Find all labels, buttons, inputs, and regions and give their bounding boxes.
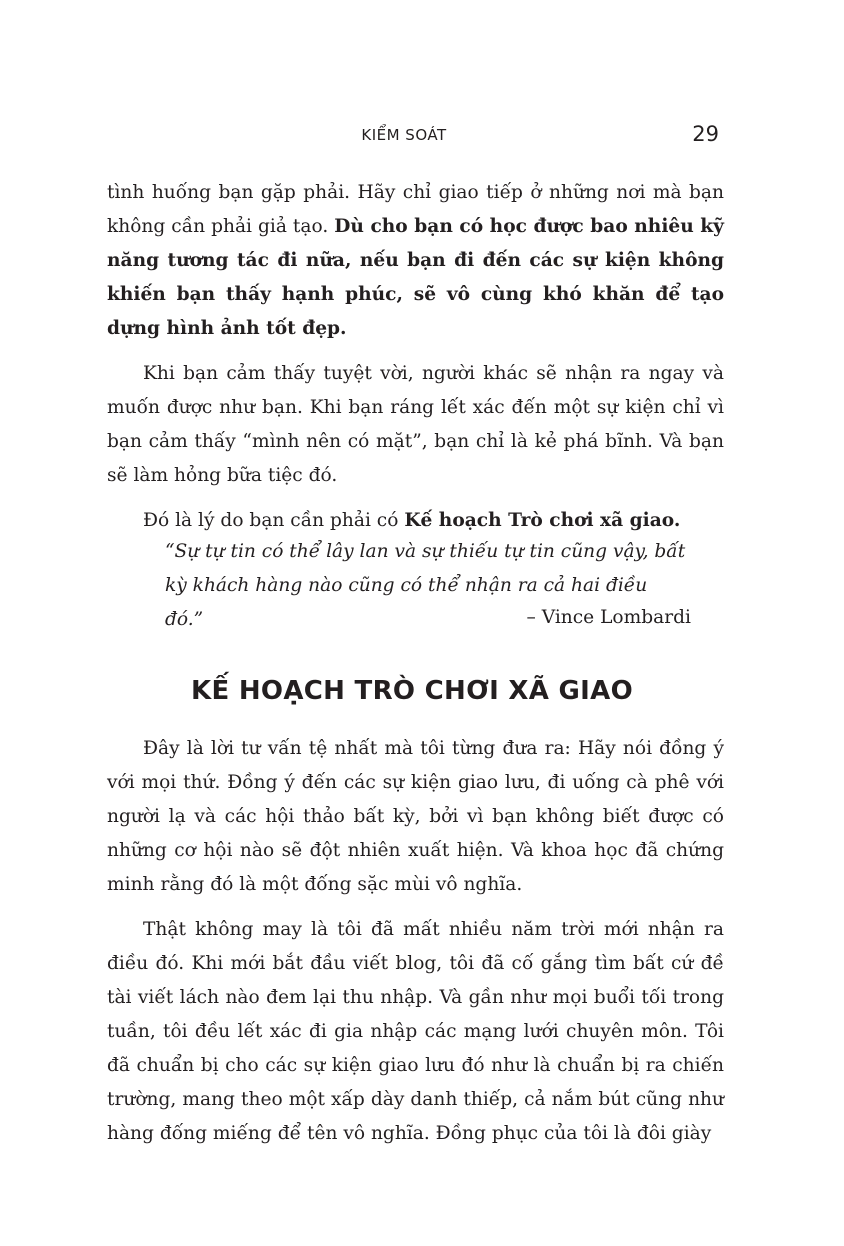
page-number: 29 [692, 122, 719, 146]
paragraph-3 [107, 504, 724, 538]
section-paragraph-2: Thật không may là tôi đã mất nhiều năm trời mới nhận ra điều đó. Khi mới bắt đầu viết blog, tôi đã cố gắng tìm bất cứ đề tài viết lách nào đem lại thu nhập. Và gần như mọi buổi tối trong tuần, tôi đều lết xác đi gia nhập các mạng lưới chuyên môn. Tôi đã chuẩn bị cho các sự kiện giao lưu đó như là chuẩn bị ra chiến trường, mang theo một xấp dày danh thiếp, cả nắm bút cũng như hàng đống miếng để tên vô nghĩa. Đồng phục của tôi là đôi giày [107, 919, 724, 1144]
quote-attribution: – Vince Lombardi [526, 607, 691, 628]
section-paragraph-1: Đây là lời tư vấn tệ nhất mà tôi từng đưa ra: Hãy nói đồng ý với mọi thứ. Đồng ý đến các sự kiện giao lưu, đi uống cà phê với người lạ và các hội thảo bất kỳ, bởi vì bạn không biết được có những cơ hội nào sẽ đột nhiên xuất hiện. Và khoa học đã chứng minh rằng đó là một đống sặc mùi vô nghĩa. [107, 738, 724, 895]
section-heading: KẾ HOẠCH TRÒ CHƠI XÃ GIAO [191, 676, 633, 706]
paragraph-3-text: Đó là lý do bạn cần phải có [143, 510, 405, 531]
paragraph-2: Khi bạn cảm thấy tuyệt vời, người khác sẽ nhận ra ngay và muốn được như bạn. Khi bạn ráng lết xác đến một sự kiện chỉ vì bạn cảm thấy “mình nên có mặt”, bạn chỉ là kẻ phá bĩnh. Và bạn sẽ làm hỏng bữa tiệc đó. [107, 363, 724, 486]
paragraph-3-bold: Kế hoạch Trò chơi xã giao. [404, 510, 681, 531]
paragraph-1-bold: Dù cho bạn có học được bao nhiêu kỹ năng tương tác đi nữa, nếu bạn đi đến các sự kiện không khiến bạn thấy hạnh phúc, sẽ vô cùng khó khăn để tạo dựng hình ảnh tốt đẹp. [107, 216, 724, 339]
paragraph-1 [107, 176, 724, 346]
running-head [0, 122, 844, 146]
running-title: KIỂM SOÁT [361, 126, 447, 144]
section-text [107, 732, 724, 1151]
paragraph-1-text: tình huống bạn gặp phải. Hãy chỉ giao tiếp ở những nơi mà bạn không cần phải giả tạo. [107, 182, 724, 237]
quote-text: “Sự tự tin có thể lây lan và sự thiếu tự tin cũng vậy, bất kỳ khách hàng nào cũng có thể nhận ra cả hai điều đó.” [165, 541, 686, 630]
opening-text [107, 176, 724, 538]
